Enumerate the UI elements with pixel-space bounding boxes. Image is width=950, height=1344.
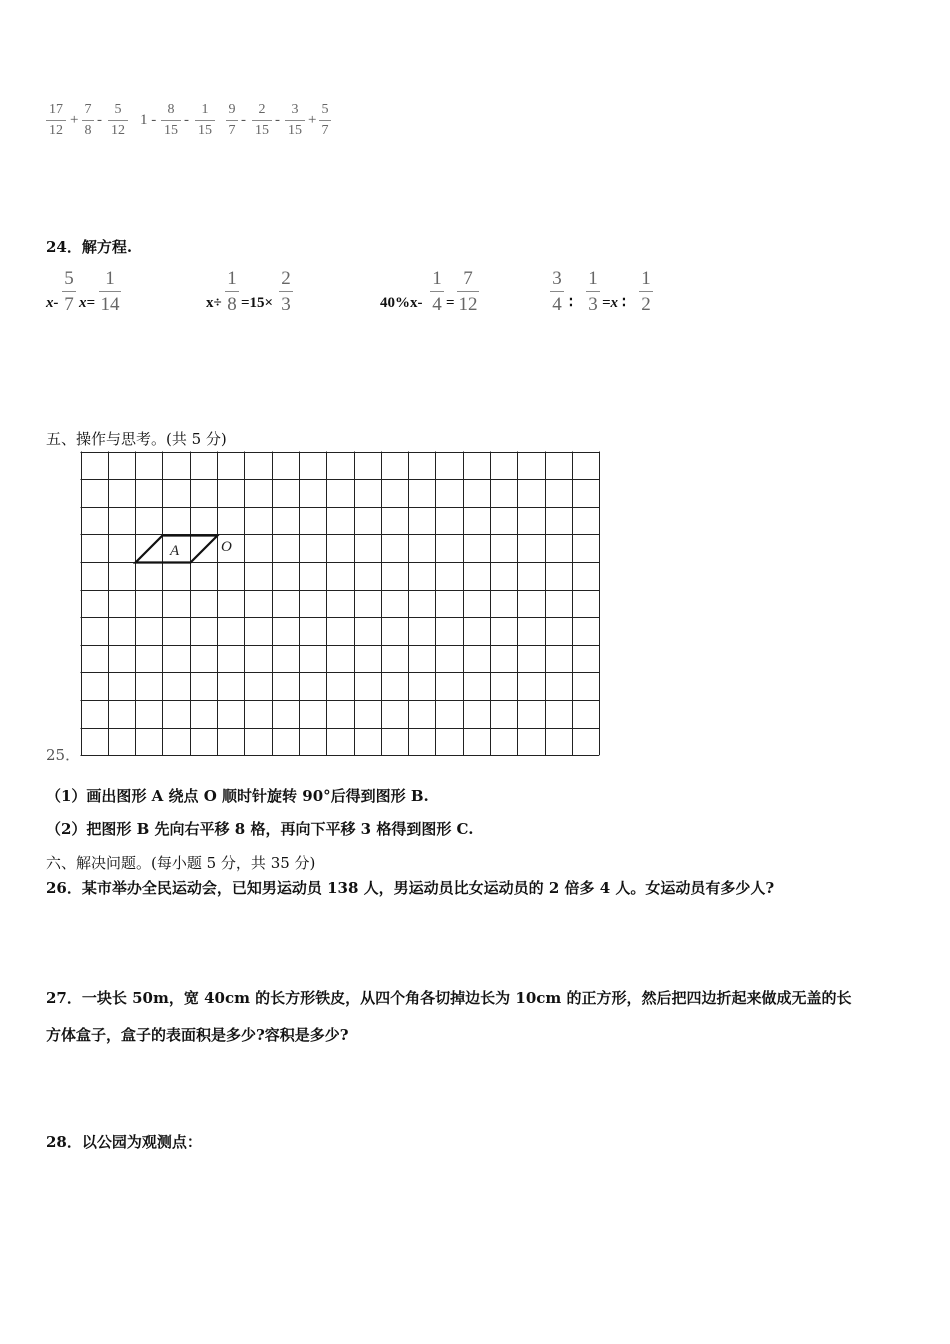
denominator: 3: [588, 294, 598, 315]
numerator: 3: [291, 102, 299, 117]
denominator: 14: [100, 294, 120, 315]
denominator: 4: [552, 294, 562, 315]
task-2: （2）把图形 B 先向右平移 8 格，再向下平移 3 格得到图形 C.: [46, 820, 474, 838]
minus-sign: -: [275, 112, 280, 128]
denominator: 12: [49, 123, 63, 138]
ratio-colon: ∶: [622, 295, 626, 311]
shape-label: A: [170, 543, 180, 559]
numerator: 1: [105, 268, 115, 289]
fraction: [161, 103, 181, 138]
numerator: 1: [641, 268, 651, 289]
ratio-colon: ∶: [569, 295, 573, 311]
denominator: 7: [228, 123, 236, 138]
grid-lines: [81, 452, 600, 756]
denominator: 8: [227, 294, 237, 315]
numerator: 7: [84, 102, 92, 117]
denominator: 15: [255, 123, 269, 138]
denominator: 15: [164, 123, 178, 138]
eq-text: 40%x-: [380, 295, 423, 311]
one-minus: 1 -: [140, 112, 157, 128]
denominator: 15: [288, 123, 302, 138]
denominator: 8: [84, 123, 92, 138]
question-27-line2: 方体盒子，盒子的表面积是多少?容积是多少?: [46, 1026, 349, 1044]
fraction: [550, 269, 564, 314]
denominator: 7: [321, 123, 329, 138]
fraction: [62, 269, 76, 314]
eq-text: x÷: [206, 295, 222, 311]
fraction: [430, 269, 444, 314]
q25-number: 25．: [46, 746, 81, 764]
minus-sign: -: [97, 112, 102, 128]
fraction: [99, 269, 121, 314]
fraction: [226, 103, 238, 138]
question-28: 28．以公园为观测点：: [46, 1133, 202, 1151]
numerator: 2: [281, 268, 291, 289]
minus-sign: -: [241, 112, 246, 128]
numerator: 1: [227, 268, 237, 289]
section6-title: 六、解决问题。(每小题 5 分，共 35 分): [46, 854, 316, 872]
q24-title: 24．解方程.: [46, 238, 133, 256]
denominator: 4: [432, 294, 442, 315]
fraction: [457, 269, 479, 314]
denominator: 12: [458, 294, 478, 315]
fraction: [225, 269, 239, 314]
fraction: [195, 103, 215, 138]
numerator: 1: [201, 102, 209, 117]
denominator: 15: [198, 123, 212, 138]
task-1: （1）画出图形 A 绕点 O 顺时针旋转 90°后得到图形 B.: [46, 787, 429, 805]
denominator: 7: [64, 294, 74, 315]
fraction: [46, 103, 66, 138]
point-label: O: [221, 539, 232, 555]
numerator: 1: [588, 268, 598, 289]
fraction: [279, 269, 293, 314]
denominator: 2: [641, 294, 651, 315]
numerator: 5: [114, 102, 122, 117]
numerator: 17: [49, 102, 63, 117]
eq-text: x=: [79, 295, 96, 311]
numerator: 5: [64, 268, 74, 289]
denominator: 12: [111, 123, 125, 138]
plus-sign: +: [70, 112, 79, 128]
numerator: 8: [167, 102, 175, 117]
minus-sign: -: [184, 112, 189, 128]
eq-text: =x: [602, 295, 619, 311]
fraction: [82, 103, 94, 138]
numerator: 5: [321, 102, 329, 117]
denominator: 3: [281, 294, 291, 315]
section5-title: 五、操作与思考。(共 5 分): [46, 430, 227, 448]
plus-sign: +: [308, 112, 317, 128]
question-26: 26．某市举办全民运动会，已知男运动员 138 人，男运动员比女运动员的 2 倍多 4 人。女运动员有多少人?: [46, 879, 775, 897]
grid-figure: [80, 451, 602, 760]
numerator: 1: [432, 268, 442, 289]
numerator: 2: [258, 102, 266, 117]
numerator: 9: [228, 102, 236, 117]
fraction: [108, 103, 128, 138]
fraction: [252, 103, 272, 138]
fraction: [586, 269, 600, 314]
eq-text: =: [446, 295, 455, 311]
numerator: 7: [463, 268, 473, 289]
eq-text: x-: [46, 295, 59, 311]
question-27-line1: 27．一块长 50m，宽 40cm 的长方形铁皮，从四个角各切掉边长为 10cm 的正方形，然后把四边折起来做成无盖的长: [46, 989, 852, 1007]
fraction: [639, 269, 653, 314]
fraction: [285, 103, 305, 138]
numerator: 3: [552, 268, 562, 289]
eq-text: =15×: [241, 295, 274, 311]
fraction: [319, 103, 331, 138]
